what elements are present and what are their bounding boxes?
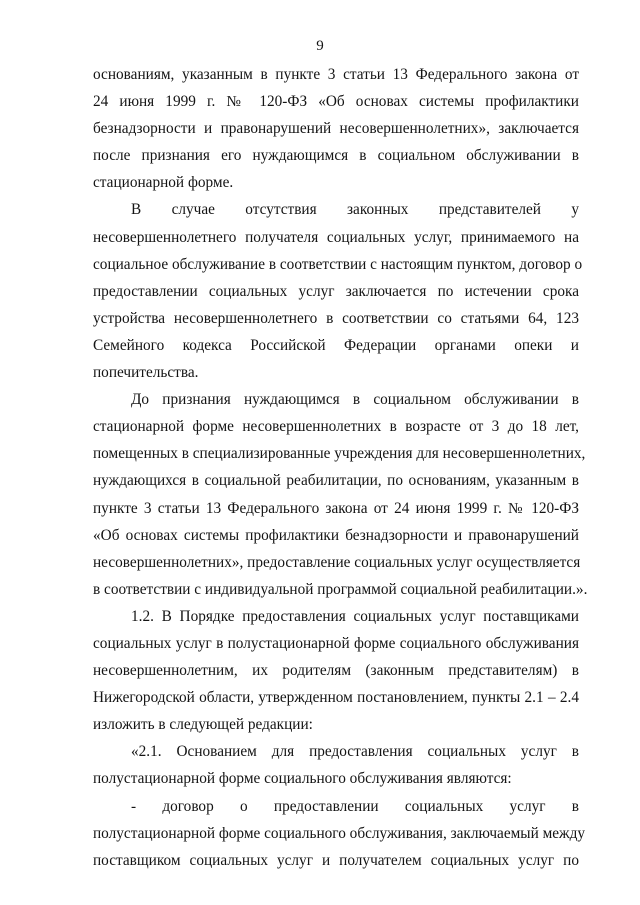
text-line: несовершеннолетнего получателя социальных услуг, принимаемого на bbox=[93, 228, 579, 246]
text-line: безнадзорности и правонарушений несовершеннолетних», заключается bbox=[93, 120, 579, 138]
paragraph bbox=[93, 196, 583, 386]
text-line: основаниям, указанным в пункте 3 статьи 13 Федерального закона от bbox=[93, 66, 579, 83]
text-line: полустационарной форме социального обслуживания, заключаемый между bbox=[93, 824, 586, 842]
text-line: предоставлении социальных услуг заключается по истечении срока bbox=[93, 282, 579, 300]
text-line: Нижегородской области, утвержденном постановлением, пункты 2.1 – 2.4 bbox=[93, 689, 579, 707]
page-number: 9 bbox=[316, 38, 324, 54]
text-line: В случае отсутствия законных представителей у bbox=[131, 201, 579, 219]
text-line: в соответствии с индивидуальной программой социальной реабилитации.». bbox=[93, 580, 588, 598]
document-body bbox=[93, 61, 588, 874]
text-line: «2.1. Основанием для предоставления социальных услуг в bbox=[131, 743, 579, 761]
text-line: изложить в следующей редакции: bbox=[93, 716, 313, 734]
text-line: Семейного кодекса Российской Федерации органами опеки и bbox=[93, 336, 579, 354]
paragraph bbox=[93, 61, 579, 196]
text-line: социальное обслуживание в соответствии с настоящим пунктом, договор о bbox=[93, 255, 583, 273]
text-line: 24 июня 1999 г. № 120-ФЗ «Об основах системы профилактики bbox=[93, 93, 579, 111]
text-line: нуждающихся в социальной реабилитации, по основаниям, указанным в bbox=[93, 472, 579, 490]
paragraph bbox=[93, 603, 579, 738]
text-line: полустационарной форме социального обслуживания являются: bbox=[93, 770, 512, 788]
text-line: - договор о предоставлении социальных услуг в bbox=[131, 797, 579, 815]
text-line: поставщиком социальных услуг и получателем социальных услуг по bbox=[93, 851, 579, 869]
paragraph bbox=[93, 738, 579, 792]
text-line: после признания его нуждающимся в социальном обслуживании в bbox=[93, 147, 579, 165]
text-line: помещенных в специализированные учреждения для несовершеннолетних, bbox=[93, 445, 586, 463]
text-line: стационарной форме несовершеннолетних в возрасте от 3 до 18 лет, bbox=[93, 418, 579, 436]
text-line: До признания нуждающимся в социальном обслуживании в bbox=[131, 391, 579, 409]
text-line: 1.2. В Порядке предоставления социальных услуг поставщиками bbox=[131, 607, 579, 625]
text-line: социальных услуг в полустационарной форме социального обслуживания bbox=[93, 634, 579, 652]
text-line: несовершеннолетним, их родителям (законным представителям) в bbox=[93, 662, 579, 680]
paragraph bbox=[93, 793, 586, 874]
text-line: стационарной форме. bbox=[93, 174, 234, 192]
text-line: «Об основах системы профилактики безнадзорности и правонарушений bbox=[93, 526, 579, 544]
text-line: пункте 3 статьи 13 Федерального закона от 24 июня 1999 г. № 120-ФЗ bbox=[93, 499, 579, 517]
text-line: попечительства. bbox=[93, 364, 199, 382]
text-line: устройства несовершеннолетнего в соответствии со статьями 64, 123 bbox=[93, 309, 579, 327]
paragraph bbox=[93, 386, 588, 603]
text-line: несовершеннолетних», предоставление социальных услуг осуществляется bbox=[93, 553, 581, 571]
